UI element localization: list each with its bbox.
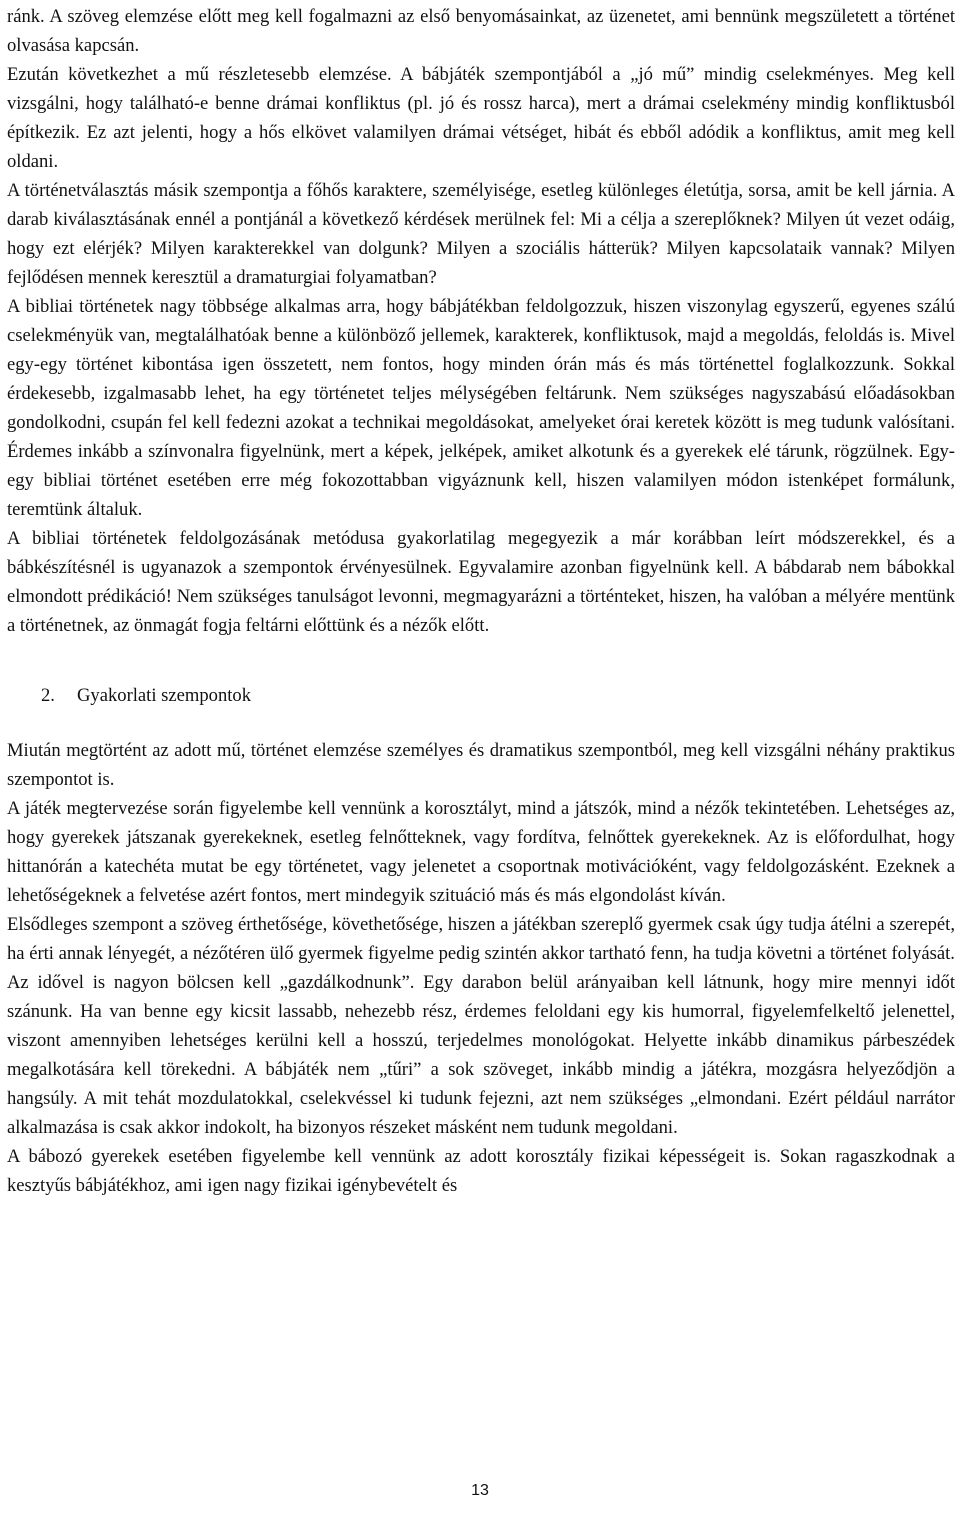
section-title: Gyakorlati szempontok xyxy=(77,685,252,706)
spacer xyxy=(7,710,955,736)
paragraph-method: A bibliai történetek feldolgozásának metódusa gyakorlatilag megegyezik a már korábban leírt módszerekkel, és a bábkészítésnél is ugyanazok a szempontok érvényesülnek. Egyvalamire azonban figyelnünk kell. A bábdarab nem bábokkal elmondott prédikáció! Nem szükséges tanulságot levonni, megmagyarázni a történteket, hiszen, ha valóban a mélyére mentünk a történetnek, az önmagát fogja feltárni előttünk és a nézők előtt. xyxy=(7,528,955,636)
section-heading xyxy=(7,681,955,710)
paragraph-analysis: Ezután következhet a mű részletesebb elemzése. A bábjáték szempontjából a „jó mű” mindig cselekményes. Meg kell vizsgálni, hogy található-e benne drámai konfliktus (pl. jó és rossz harca), mert a drámai cselekmény mindig konfliktusból építkezik. Ez azt jelenti, hogy a hős elkövet valamilyen drámai vétséget, hibát és ebből adódik a konfliktus, amit meg kell oldani. xyxy=(7,64,955,172)
paragraph-practical-intro: Miután megtörtént az adott mű, történet elemzése személyes és dramatikus szempontból, meg kell vizsgálni néhány praktikus szempontot is. xyxy=(7,740,955,790)
paragraph-character: A történetválasztás másik szempontja a főhős karaktere, személyisége, esetleg különleges életútja, sorsa, amit be kell járnia. A darab kiválasztásának ennél a pontjánál a következő kérdések merülnek fel: Mi a célja a szereplőknek? Milyen út vezet odáig, hogy ezt elérjék? Milyen karakterekkel van dolgunk? Milyen a szociális hátterük? Milyen kapcsolataik vannak? Milyen fejlődésen mennek keresztül a dramaturgiai folyamatban? xyxy=(7,180,955,288)
paragraph-continuation: ránk. A szöveg elemzése előtt meg kell fogalmazni az első benyomásainkat, az üzenetet, ami bennünk megszületett a történet olvasása kapcsán. xyxy=(7,6,955,56)
page-number: 13 xyxy=(471,1482,489,1499)
paragraph-physical-abilities: A bábozó gyerekek esetében figyelembe kell vennünk az adott korosztály fizikai képességeit is. Sokan ragaszkodnak a kesztyűs bábjátékhoz, ami igen nagy fizikai igénybevételt és xyxy=(7,1146,955,1196)
paragraph-age-group: A játék megtervezése során figyelembe kell vennünk a korosztályt, mind a játszók, mind a nézők tekintetében. Lehetséges az, hogy gyerekek játszanak gyerekeknek, esetleg felnőtteknek, vagy fordítva, felnőttek gyerekeknek. Az is előfordulhat, hogy hittanórán a katechéta mutat be egy történetet, vagy jelenetet a csoportnak motivációként, vagy feldolgozásként. Ezeknek a lehetőségeknek a felvetése azért fontos, mert mindegyik szituáció más és más elgondolást kíván. xyxy=(7,798,955,906)
paragraph-comprehension: Elsődleges szempont a szöveg érthetősége, követhetősége, hiszen a játékban szereplő gyermek csak úgy tudja átélni a szerepét, ha érti annak lényegét, a nézőtéren ülő gyermek figyelme pedig szintén akkor tartható fenn, ha tudja követni a történet folyását. xyxy=(7,914,955,964)
spacer xyxy=(7,640,955,681)
paragraph-bible-stories: A bibliai történetek nagy többsége alkalmas arra, hogy bábjátékban feldolgozzuk, hiszen viszonylag egyszerű, egyenes szálú cselekményük van, megtalálhatóak benne a különböző jellemek, karakterek, konfliktusok, majd a megoldás, feloldás is. Mivel egy-egy történet kibontása igen összetett, nem fontos, hogy minden órán más és más történettel foglalkozzunk. Sokkal érdekesebb, izgalmasabb lehet, ha egy történetet teljes mélységében feltárunk. Nem szükséges nagyszabású előadásokban gondolkodni, csupán fel kell fedezni azokat a technikai megoldásokat, amelyeket órai keretek között is meg tudunk valósítani. Érdemes inkább a színvonalra figyelnünk, mert a képek, jelképek, amiket alkotunk és a gyerekek elé tárunk, rögzülnek. Egy-egy bibliai történet esetében erre még fokozottabban vigyáznunk kell, hiszen valamilyen módon istenképet formálunk, teremtünk általuk. xyxy=(7,296,955,520)
paragraph-timing: Az idővel is nagyon bölcsen kell „gazdálkodnunk”. Egy darabon belül arányaiban kell látnunk, hogy mire mennyi időt szánunk. Ha van benne egy kicsit lassabb, nehezebb rész, érdemes feloldani egy kis humorral, figyelemfelkeltő jelenettel, viszont amennyiben lehetséges kerülni kell a hosszú, terjedelmes monológokat. Helyette inkább dinamikus párbeszédek megalkotására kell törekedni. A bábjáték nem „tűri” a sok szöveget, inkább mindig a játékra, mozgásra helyeződjön a hangsúly. A mit tehát mozdulatokkal, cselekvéssel ki tudunk fejezni, azt nem szükséges „elmondani. Ezért például narrátor alkalmazása is csak akkor indokolt, ha bizonyos részeket másként nem tudunk megoldani. xyxy=(7,972,955,1138)
section-number: 2. xyxy=(41,685,55,706)
page-body xyxy=(7,2,955,1200)
